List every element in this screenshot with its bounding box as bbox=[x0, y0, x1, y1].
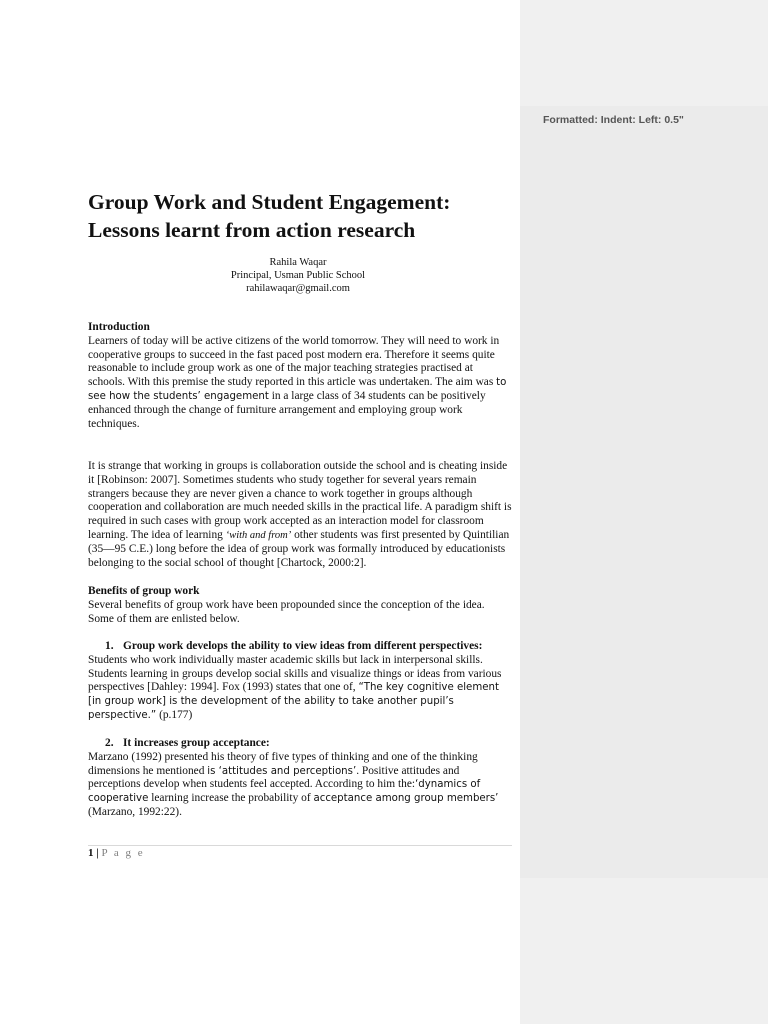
benefit-2-title: It increases group acceptance: bbox=[123, 737, 270, 749]
benefit-2-text-g: (Marzano, 1992:22). bbox=[88, 805, 182, 818]
author-email: rahilawaqar@gmail.com bbox=[246, 283, 350, 294]
intro-p1-emphasis: to see how the students’ engagement bbox=[88, 377, 507, 402]
byline bbox=[88, 256, 508, 295]
benefit-2-quote-2: ‘dynamics of cooperative bbox=[88, 779, 481, 805]
benefit-2-quote: is ‘attitudes and perceptions’ bbox=[207, 765, 357, 777]
title-line-1: Group Work and Student Engagement: bbox=[88, 190, 451, 214]
footer-divider bbox=[88, 845, 512, 846]
title-line-2: Lessons learnt from action research bbox=[88, 218, 416, 242]
introduction-paragraph-2-block bbox=[88, 460, 512, 570]
page-number: 1 bbox=[88, 847, 94, 859]
intro-p1-text-c: in a large class of 34 students can be positively enhanced through the change of furniture arrangement and employing group work techniques. bbox=[88, 389, 486, 430]
benefit-2-quote-3: acceptance among group members’ bbox=[313, 793, 499, 805]
benefit-1-text-a: Students who work individually master academic skills but lack in interpersonal skills. Students learning in groups develop social skills and visualize things or ideas from various perspectives [Dahley: 1994]. Fox (1993) states that one of, bbox=[88, 653, 502, 694]
introduction-section bbox=[88, 321, 512, 431]
benefit-2-heading bbox=[88, 737, 512, 751]
intro-p2-text-c: other students was first presented by Quintilian (35—95 C.E.) long before the idea of group work was formally introduced by educationists belonging to the social school of thought [Chartock, 2000:2]. bbox=[88, 528, 510, 569]
benefit-1-heading bbox=[88, 640, 512, 654]
benefit-2-text-e: learning increase the probability of bbox=[148, 792, 314, 805]
introduction-heading: Introduction bbox=[88, 321, 150, 333]
benefit-1-quote: “The key cognitive element [in group work] is the development of the ability to take another pupil’s perspective.” bbox=[88, 682, 499, 721]
benefits-heading: Benefits of group work bbox=[88, 585, 200, 597]
formatting-note: Formatted: Indent: Left: 0.5" bbox=[543, 114, 684, 126]
page-word: P a g e bbox=[101, 847, 145, 859]
formatting-balloon[interactable] bbox=[520, 106, 768, 878]
benefit-item-1 bbox=[88, 640, 512, 723]
introduction-paragraph-2 bbox=[88, 460, 512, 570]
introduction-paragraph-1 bbox=[88, 335, 512, 432]
author-affiliation: Principal, Usman Public School bbox=[230, 270, 366, 281]
intro-p1-text-a: Learners of today will be active citizens of the world tomorrow. They will need to work in cooperative groups to succeed in the fast paced post modern era. Therefore it seems quite reasonable to include group work as one of the major teaching strategies practised at schools. With this premise the study reported in this article was undertaken. The aim was bbox=[88, 334, 500, 389]
benefit-2-text-c: . Positive attitudes and perceptions develop when students feel accepted. According to him the: bbox=[88, 764, 460, 791]
benefit-2-text bbox=[88, 751, 512, 820]
document-title bbox=[88, 188, 508, 244]
benefits-section bbox=[88, 585, 512, 626]
intro-p2-text-a: It is strange that working in groups is collaboration outside the school and is cheating inside it [Robinson: 2007]. Sometimes students who study together for several years remain strangers because they are never given a chance to work together in groups although cooperation and collaboration are much needed skills in the practical life. A paradigm shift is required in such cases with group work accepted as an interaction model for classroom learning. The idea of learning bbox=[88, 460, 512, 541]
benefit-1-text bbox=[88, 654, 512, 723]
benefits-intro: Several benefits of group work have been propounded since the conception of the idea. Some of them are enlisted below. bbox=[88, 598, 485, 625]
author-name: Rahila Waqar bbox=[269, 257, 327, 268]
benefit-1-text-c: (p.177) bbox=[156, 708, 193, 721]
benefit-2-text-a: Marzano (1992) presented his theory of five types of thinking and one of the thinking dimensions he mentioned bbox=[88, 750, 478, 777]
intro-p2-quote: ‘with and from’ bbox=[225, 529, 292, 541]
page-footer bbox=[88, 847, 145, 859]
benefit-1-number: 1. bbox=[105, 640, 114, 652]
footer-separator: | bbox=[96, 847, 99, 859]
benefit-1-title: Group work develops the ability to view ideas from different perspectives: bbox=[123, 640, 483, 652]
benefit-2-number: 2. bbox=[105, 737, 114, 749]
benefit-item-2 bbox=[88, 737, 512, 820]
comment-pane bbox=[520, 0, 768, 1024]
